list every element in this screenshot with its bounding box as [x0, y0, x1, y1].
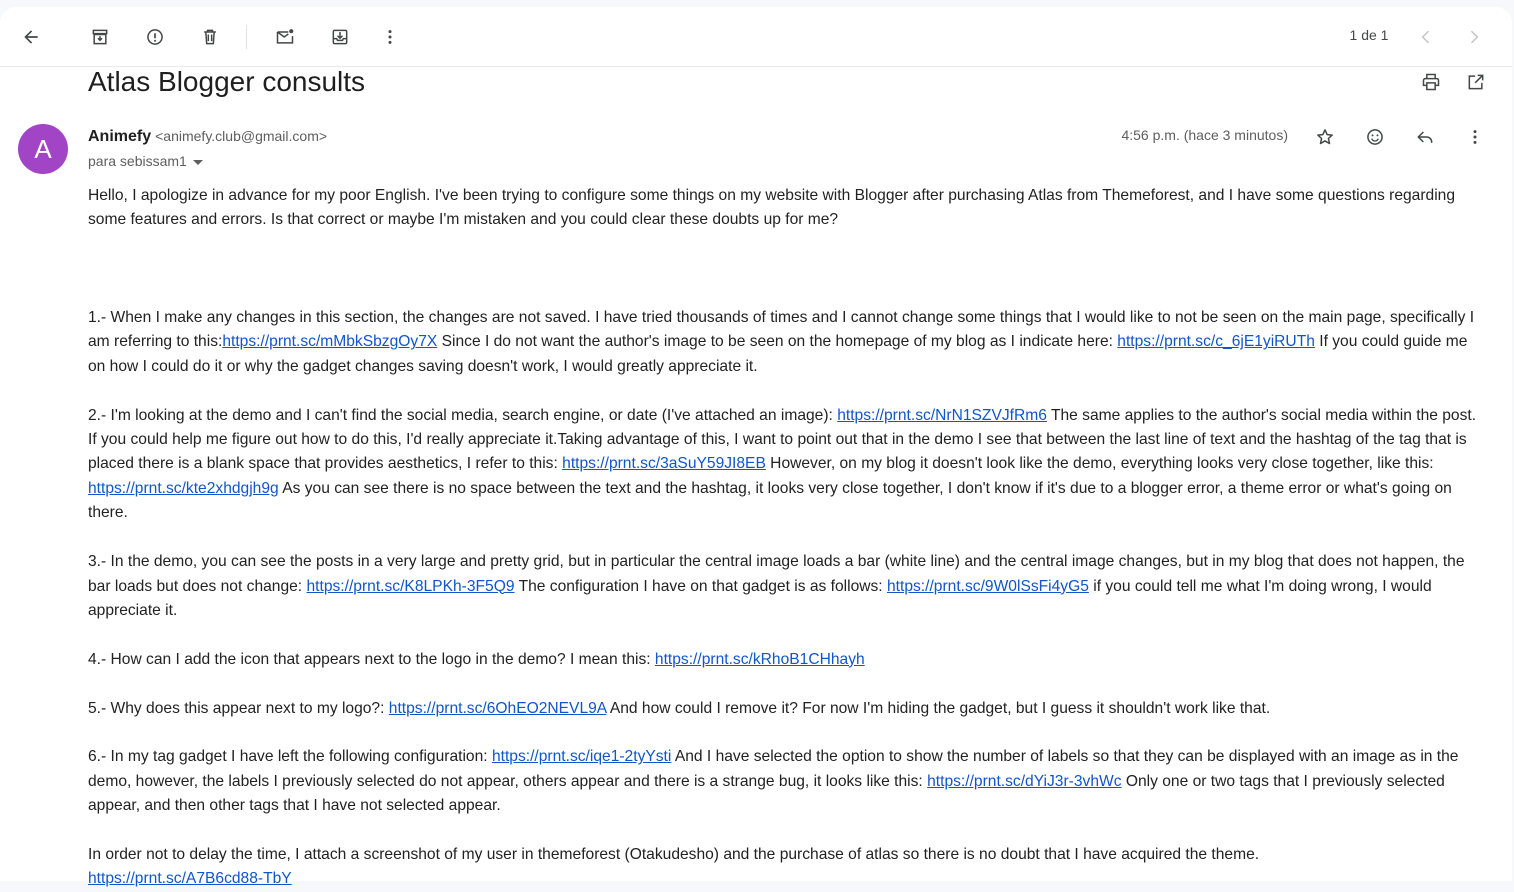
sender-info [88, 126, 327, 147]
delete-button[interactable] [192, 19, 228, 55]
sender-email: <animefy.club@gmail.com> [155, 128, 328, 144]
text: 1.- When I make any changes in this section, the changes are not saved. I have tried thousands of times and I cannot change some things that I would like to not be seen on the main page, specifically I am referring to this: [88, 309, 1475, 351]
text: And I have selected the option to show the number of labels so that they can be displayed with an image as in the demo, however, the labels I previously selected do not appear, others appear and there is a strange bug, it looks like this: [88, 748, 1459, 790]
more-options-button[interactable] [372, 19, 408, 55]
print-icon [1421, 72, 1441, 92]
message-toolbar [0, 7, 1512, 67]
emoji-icon [1365, 127, 1385, 147]
report-spam-icon [145, 27, 165, 47]
text: if you could tell me what I'm doing wrong, I would appreciate it. [88, 577, 1432, 619]
body-paragraph-2 [88, 404, 1488, 526]
pager-count: 1 de 1 [1349, 27, 1389, 43]
text: 2.- I'm looking at the demo and I can't find the social media, search engine, or date (I've attached an image): [88, 406, 838, 424]
move-to-button[interactable] [322, 19, 358, 55]
text: The configuration I have on that gadget is as follows: [514, 577, 887, 595]
body-paragraph-1 [88, 306, 1488, 379]
chevron-left-icon [1416, 27, 1436, 47]
archive-button[interactable] [82, 19, 118, 55]
more-vert-icon [1465, 127, 1485, 147]
text: 4.- How can I add the icon that appears next to the logo in the demo? I mean this: [88, 650, 655, 668]
recipient-details-toggle[interactable] [88, 153, 203, 169]
chevron-right-icon [1464, 27, 1484, 47]
reply-button[interactable] [1407, 119, 1443, 155]
text: The same applies to the author's social media within the post. If you could help me figure out how to do this, I'd really appreciate it.Taking advantage of this, I want to point out that in the demo I see that between the last line of text and the hashtag of the tag that is placed there is a blank space that provides aesthetics, I refer to this: [88, 406, 1477, 473]
body-paragraph-6 [88, 745, 1488, 818]
more-vert-icon [380, 27, 400, 47]
mail-view [0, 7, 1512, 888]
recipient-label: para sebissam1 [88, 153, 187, 169]
toolbar-divider [246, 25, 247, 49]
link[interactable]: https://prnt.sc/c_6jE1yiRUTh [1117, 333, 1315, 351]
message-more-button[interactable] [1457, 119, 1493, 155]
delete-icon [200, 27, 220, 47]
link[interactable]: https://prnt.sc/NrN1SZVJfRm6 [837, 406, 1047, 424]
link[interactable]: https://prnt.sc/kRhoB1CHhayh [654, 650, 865, 668]
star-button[interactable] [1307, 119, 1343, 155]
reply-icon [1415, 127, 1435, 147]
link[interactable]: https://prnt.sc/dYiJ3r-3vhWc [927, 772, 1122, 790]
link[interactable]: https://prnt.sc/3aSuY59JI8EB [562, 455, 766, 473]
body-paragraph-5 [88, 697, 1488, 721]
older-button[interactable] [1456, 19, 1492, 55]
link[interactable]: https://prnt.sc/K8LPKh-3F5Q9 [306, 577, 515, 595]
text: In order not to delay the time, I attach a screenshot of my user in themeforest (Otakudesho) and the purchase of atlas so there is no doubt that I have acquired the theme. [88, 845, 1260, 863]
link[interactable]: https://prnt.sc/9W0lSsFi4yG5 [886, 577, 1089, 595]
text: Since I do not want the author's image to be seen on the homepage of my blog as I indicate here: [437, 333, 1118, 351]
add-reaction-button[interactable] [1357, 119, 1393, 155]
text: 6.- In my tag gadget I have left the following configuration: [88, 748, 492, 766]
text: If you could guide me on how I could do it or why the gadget changes saving doesn't work, I would greatly appreciate it. [88, 333, 1468, 375]
back-button[interactable] [13, 19, 49, 55]
email-timestamp: 4:56 p.m. (hace 3 minutos) [1121, 127, 1288, 143]
text: As you can see there is no space between the text and the hashtag, it looks very close together, I don't know if it's due to a blogger error, a theme error or what's going on there. [88, 479, 1452, 522]
text: Only one or two tags that I previously selected appear, and then other tags that I have not selected appear. [88, 772, 1445, 815]
back-arrow-icon [21, 27, 41, 47]
body-paragraph-intro: Hello, I apologize in advance for my poor English. I've been trying to configure some things on my website with Blogger after purchasing Atlas from Themeforest, and I have some questions regarding some features and errors. Is that correct or maybe I'm mistaken and you could clear these doubts up for me? [88, 187, 1456, 229]
star-icon [1315, 127, 1335, 147]
link[interactable]: https://prnt.sc/6OhEO2NEVL9A [388, 699, 607, 717]
open-new-window-icon [1466, 72, 1486, 92]
sender-avatar[interactable]: A [18, 124, 68, 174]
move-to-icon [330, 27, 350, 47]
archive-icon [90, 27, 110, 47]
body-paragraph-7 [88, 843, 1488, 892]
print-button[interactable] [1413, 64, 1449, 100]
link[interactable]: https://prnt.sc/iqe1-2tyYsti [491, 748, 672, 766]
link[interactable]: https://prnt.sc/A7B6cd88-TbY [88, 870, 292, 888]
caret-down-icon [193, 160, 203, 165]
body-paragraph-3 [88, 550, 1488, 623]
body-paragraph-4 [88, 648, 1488, 672]
text: And how could I remove it? For now I'm hiding the gadget, but I guess it shouldn't work like that. [606, 699, 1271, 717]
link[interactable]: https://prnt.sc/mMbkSbzgOy7X [222, 333, 438, 351]
text: 5.- Why does this appear next to my logo?: [88, 699, 389, 717]
report-spam-button[interactable] [137, 19, 173, 55]
open-new-window-button[interactable] [1458, 64, 1494, 100]
mark-unread-button[interactable] [267, 19, 303, 55]
text: However, on my blog it doesn't look like the demo, everything looks very close together, like this: [765, 455, 1434, 473]
link[interactable]: https://prnt.sc/kte2xhdgjh9g [88, 479, 279, 497]
newer-button[interactable] [1408, 19, 1444, 55]
email-subject: Atlas Blogger consults [88, 66, 366, 97]
mark-unread-icon [275, 27, 295, 47]
sender-name[interactable]: Animefy [88, 128, 152, 145]
text: 3.- In the demo, you can see the posts in a very large and pretty grid, but in particular the central image loads a bar (white line) and the central image changes, but in my blog that does not happen, the bar loads but does not change: [88, 553, 1465, 595]
email-body [88, 184, 1488, 892]
